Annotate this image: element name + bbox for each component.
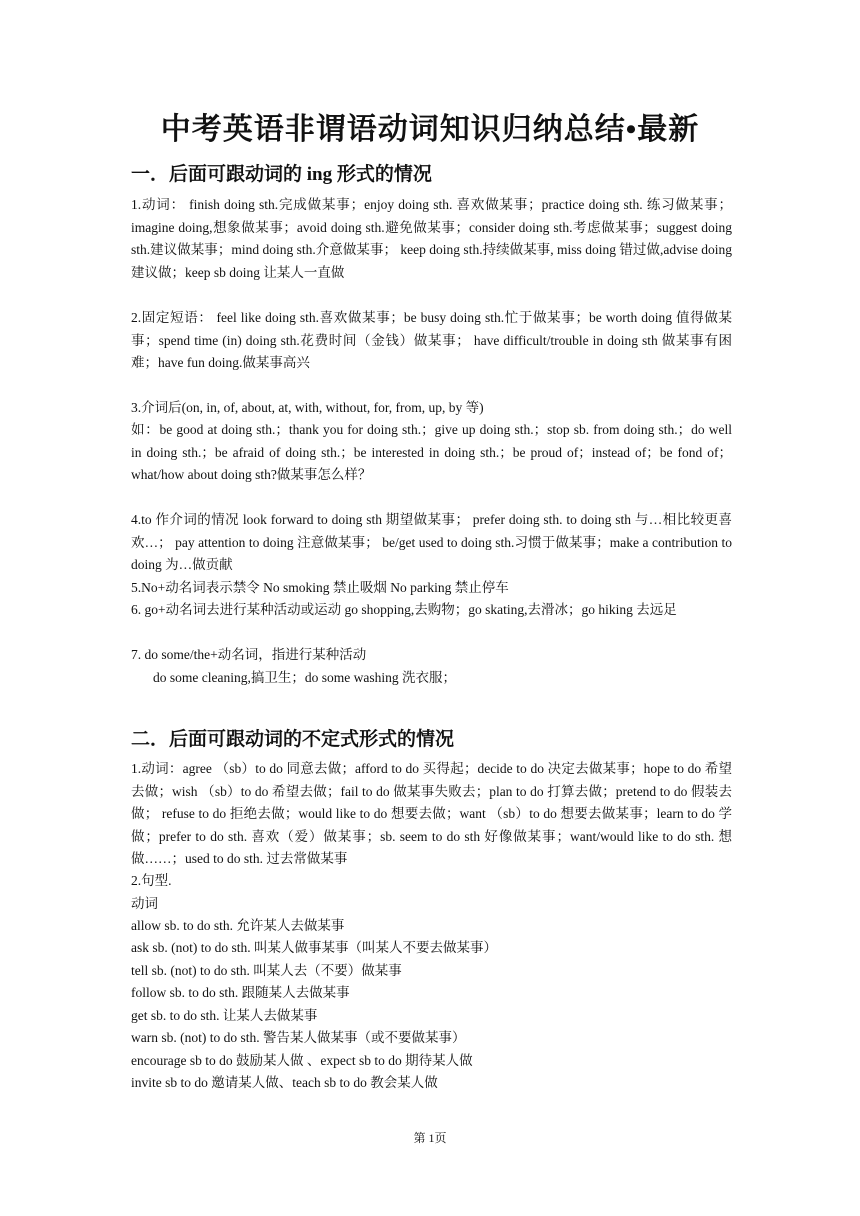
pattern-line: invite sb to do 邀请某人做、teach sb to do 教会某人做: [131, 1075, 438, 1090]
pattern-line: get sb. to do sth. 让某人去做某事: [131, 1008, 318, 1023]
pattern-line: ask sb. (not) to do sth. 叫某人做事某事（叫某人不要去做某事）: [131, 940, 497, 955]
page-title: 中考英语非谓语动词知识归纳总结•最新: [160, 113, 700, 146]
verb-label: 动词: [131, 896, 158, 911]
section-2-heading: 二．后面可跟动词的不定式形式的情况: [131, 729, 455, 750]
section-2-paragraph-2: 2.句型.: [131, 873, 172, 888]
section-1-paragraph-5: 5.No+动名词表示禁令 No smoking 禁止吸烟 No parking 禁止停车: [131, 580, 509, 595]
section-2-paragraph-1: 1.动词：agree （sb）to do 同意去做；afford to do 买得起；decide to do 决定去做某事；hope to do 希望去做；wish （sb）to do 希望去做；fail to do 做某事失败去；plan to do 打算去做；pretend to do 假装去做； refuse to do 拒绝去做；would like to do 想要去做；want （sb）to do 想要去做某事；learn to do 学做；prefer to do sth. 喜欢（爱）做某事；sb. seem to do sth 好像做某事；want/would like to do sth. 想做……；used to do sth. 过去常做某事: [131, 761, 732, 866]
page-number: 第 1页: [413, 1131, 447, 1145]
section-1-paragraph-7-example: do some cleaning,搞卫生；do some washing 洗衣服；: [153, 670, 456, 685]
pattern-line: warn sb. (not) to do sth. 警告某人做某事（或不要做某事）: [131, 1030, 466, 1045]
section-1-paragraph-4: 4.to 作介词的情况 look forward to doing sth 期望做某事； prefer doing sth. to doing sth 与…相比较更喜欢…； pay attention to doing 注意做某事； be/get used to doing sth.习惯于做某事；make a contribution to doing 为…做贡献: [131, 512, 732, 572]
section-1-paragraph-1: 1.动词： finish doing sth.完成做某事；enjoy doing sth. 喜欢做某事；practice doing sth. 练习做某事；imagine doing,想象做某事；avoid doing sth.避免做某事；consider doing sth.考虑做某事；suggest doing sth.建议做某事；mind doing sth.介意做某事； keep doing sth.持续做某事, miss doing 错过做,advise doing 建议做；keep sb doing 让某人一直做: [131, 197, 732, 280]
pattern-line: tell sb. (not) to do sth. 叫某人去（不要）做某事: [131, 963, 402, 978]
section-1-paragraph-2: 2.固定短语： feel like doing sth.喜欢做某事；be busy doing sth.忙于做某事；be worth doing 值得做某事；spend time (in) doing sth.花费时间（金钱）做某事； have difficult/trouble in doing sth 做某事有困难；have fun doing.做某事高兴: [131, 310, 732, 370]
section-1-paragraph-7: 7. do some/the+动名词，指进行某种活动: [131, 647, 367, 662]
section-1-heading: 一．后面可跟动词的 ing 形式的情况: [131, 164, 432, 185]
section-1-paragraph-3-body: 如：be good at doing sth.；thank you for doing sth.；give up doing sth.；stop sb. from doing sth.；do well in doing sth.；be afraid of doing sth.；be interested in doing sth.；be proud of；instead of；be fond of；what/how about doing sth?做某事怎么样？: [131, 422, 732, 482]
section-1-paragraph-3-head: 3.介词后(on, in, of, about, at, with, without, for, from, up, by 等): [131, 400, 484, 415]
pattern-line: follow sb. to do sth. 跟随某人去做某事: [131, 985, 350, 1000]
section-1-paragraph-6: 6. go+动名词去进行某种活动或运动 go shopping,去购物；go skating,去滑冰；go hiking 去远足: [131, 602, 677, 617]
pattern-line: encourage sb to do 鼓励某人做 、expect sb to do 期待某人做: [131, 1053, 473, 1068]
pattern-line: allow sb. to do sth. 允许某人去做某事: [131, 918, 345, 933]
